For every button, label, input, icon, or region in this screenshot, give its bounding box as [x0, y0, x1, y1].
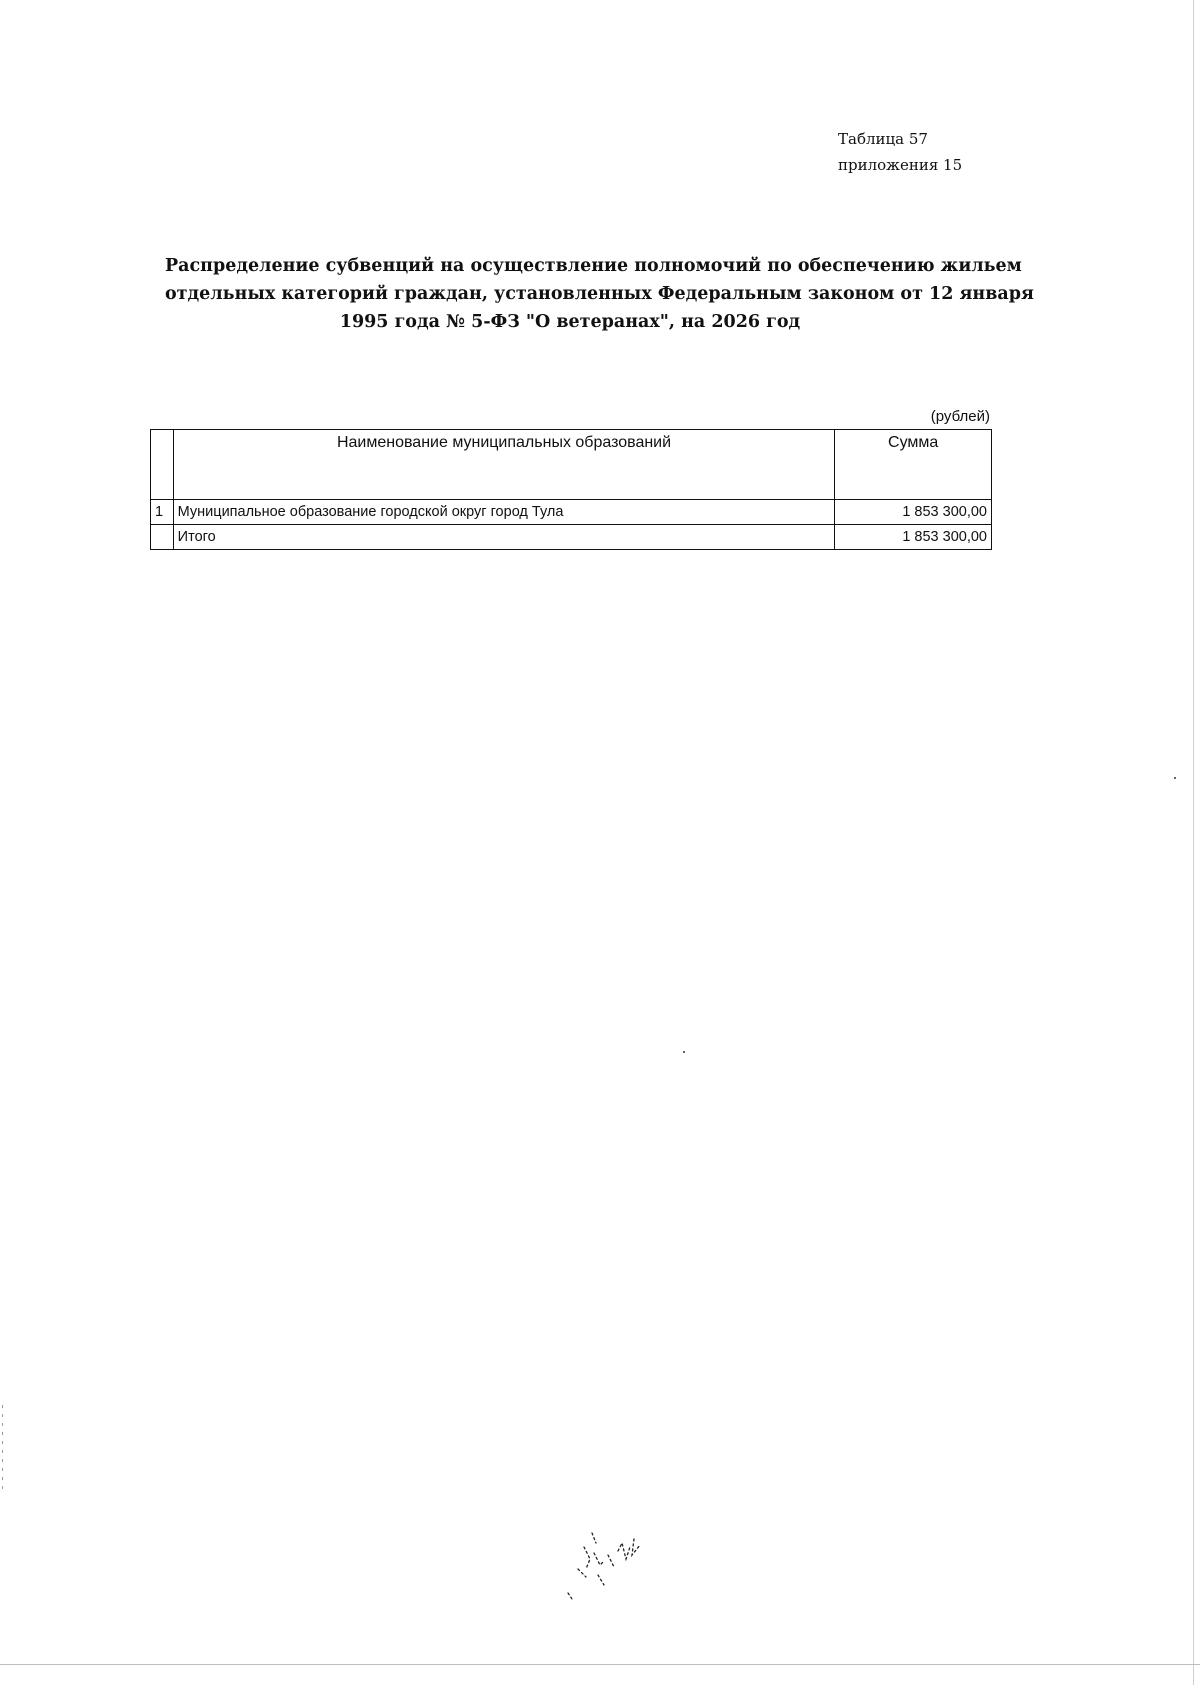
total-sum: 1 853 300,00	[835, 525, 992, 550]
document-title	[165, 252, 1034, 336]
scan-edge-left-marks	[2, 1405, 3, 1495]
header-sum: Сумма	[835, 430, 992, 500]
header-number	[151, 430, 174, 500]
table-reference	[838, 126, 962, 178]
row-sum: 1 853 300,00	[835, 500, 992, 525]
title-line-1: Распределение субвенций на осуществление полномочий по обеспечению жильем	[165, 256, 1022, 276]
table-number-label: Таблица 57	[838, 130, 928, 148]
title-line-2: отдельных категорий граждан, установленных Федеральным законом от 12 января	[165, 284, 1034, 304]
scan-speck	[683, 1051, 685, 1053]
row-number: 1	[151, 500, 174, 525]
scan-edge-bottom	[0, 1664, 1200, 1665]
total-label: Итого	[173, 525, 835, 550]
row-name: Муниципальное образование городской округ город Тула	[173, 500, 835, 525]
title-line-3: 1995 года № 5-ФЗ "О ветеранах", на 2026 год	[339, 312, 801, 332]
total-row	[151, 525, 992, 550]
total-number	[151, 525, 174, 550]
scan-edge-right	[1193, 0, 1194, 1685]
appendix-label: приложения 15	[838, 156, 963, 174]
units-label: (рублей)	[930, 408, 990, 425]
handwritten-signature	[560, 1525, 670, 1605]
scan-speck	[1174, 777, 1176, 779]
table-row	[151, 500, 992, 525]
table-header-row	[151, 430, 992, 500]
distribution-table	[150, 429, 992, 550]
header-name: Наименование муниципальных образований	[173, 430, 835, 500]
